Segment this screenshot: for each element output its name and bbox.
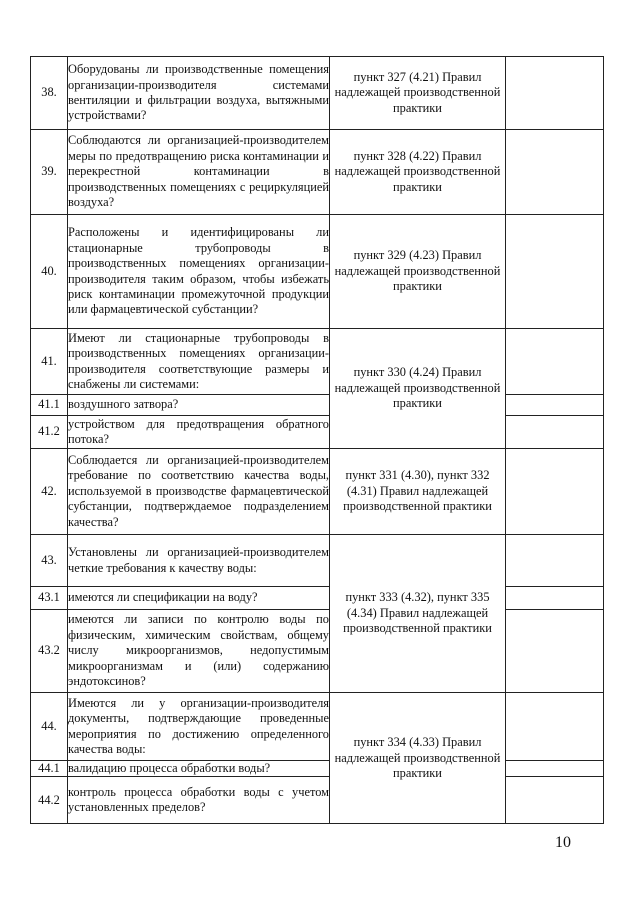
row-number: 41.2 — [31, 416, 68, 449]
answer-cell[interactable] — [506, 761, 604, 777]
answer-cell[interactable] — [506, 215, 604, 329]
requirement-text: валидацию процесса обработки воды? — [68, 761, 330, 777]
answer-cell[interactable] — [506, 416, 604, 449]
answer-cell[interactable] — [506, 449, 604, 535]
requirement-text: Установлены ли организацией-производителем четкие требования к качеству воды: — [68, 535, 330, 587]
page-number: 10 — [555, 834, 571, 851]
rule-reference: пункт 328 (4.22) Правил надлежащей производственной практики — [330, 130, 506, 215]
table-row — [31, 395, 604, 416]
table-row — [31, 587, 604, 610]
row-number: 41.1 — [31, 395, 68, 416]
answer-cell[interactable] — [506, 329, 604, 395]
answer-cell[interactable] — [506, 587, 604, 610]
requirement-text: Соблюдается ли организацией-производителем требование по соответствию качества воды, используемой в производстве фармацевтической субстанции, подтверждаемое подразделением качества? — [68, 449, 330, 535]
row-number: 43. — [31, 535, 68, 587]
row-number: 43.2 — [31, 610, 68, 693]
requirement-text: Расположены и идентифицированы ли стационарные трубопроводы в производственных помещениях организации-производителя таким образом, чтобы избежать риск контаминации промежуточной продукции или фармацевтической субстанции? — [68, 215, 330, 329]
requirement-text: Соблюдаются ли организацией-производителем меры по предотвращению риска контаминации и перекрестной контаминации в производственных помещениях с рециркуляцией воздуха? — [68, 130, 330, 215]
table-row — [31, 761, 604, 777]
answer-cell[interactable] — [506, 610, 604, 693]
rule-reference: пункт 333 (4.32), пункт 335 (4.34) Правил надлежащей производственной практики — [330, 535, 506, 693]
rule-reference: пункт 331 (4.30), пункт 332 (4.31) Правил надлежащей производственной практики — [330, 449, 506, 535]
table-row — [31, 215, 604, 329]
requirement-text: имеются ли записи по контролю воды по физическим, химическим свойствам, общему числу микроорганизмов, недопустимым микроорганизмам и (или) содержанию эндотоксинов? — [68, 610, 330, 693]
table-row — [31, 610, 604, 693]
rule-reference: пункт 330 (4.24) Правил надлежащей производственной практики — [330, 329, 506, 449]
row-number: 43.1 — [31, 587, 68, 610]
rule-reference: пункт 334 (4.33) Правил надлежащей производственной практики — [330, 693, 506, 824]
row-number: 40. — [31, 215, 68, 329]
checklist-table — [30, 56, 604, 824]
requirement-text: контроль процесса обработки воды с учетом установленных пределов? — [68, 777, 330, 824]
requirement-text: устройством для предотвращения обратного потока? — [68, 416, 330, 449]
table-row — [31, 693, 604, 761]
table-row — [31, 57, 604, 130]
answer-cell[interactable] — [506, 57, 604, 130]
requirement-text: Имеют ли стационарные трубопроводы в производственных помещениях организации-производителя соответствующие размеры и снабжены ли системами: — [68, 329, 330, 395]
row-number: 44.2 — [31, 777, 68, 824]
table-row — [31, 416, 604, 449]
table-row — [31, 130, 604, 215]
rule-reference: пункт 327 (4.21) Правил надлежащей производственной практики — [330, 57, 506, 130]
table-row — [31, 449, 604, 535]
table-row — [31, 329, 604, 395]
requirement-text: Оборудованы ли производственные помещения организации-производителя системами вентиляции и фильтрации воздуха, вытяжными устройствами? — [68, 57, 330, 130]
table-row — [31, 777, 604, 824]
answer-cell[interactable] — [506, 395, 604, 416]
row-number: 42. — [31, 449, 68, 535]
row-number: 44.1 — [31, 761, 68, 777]
answer-cell[interactable] — [506, 535, 604, 587]
answer-cell[interactable] — [506, 130, 604, 215]
answer-cell[interactable] — [506, 693, 604, 761]
table-row — [31, 535, 604, 587]
row-number: 38. — [31, 57, 68, 130]
row-number: 44. — [31, 693, 68, 761]
row-number: 39. — [31, 130, 68, 215]
rule-reference: пункт 329 (4.23) Правил надлежащей производственной практики — [330, 215, 506, 329]
row-number: 41. — [31, 329, 68, 395]
requirement-text: воздушного затвора? — [68, 395, 330, 416]
requirement-text: имеются ли спецификации на воду? — [68, 587, 330, 610]
answer-cell[interactable] — [506, 777, 604, 824]
requirement-text: Имеются ли у организации-производителя документы, подтверждающие проведенные мероприятия по достижению определенного качества воды: — [68, 693, 330, 761]
